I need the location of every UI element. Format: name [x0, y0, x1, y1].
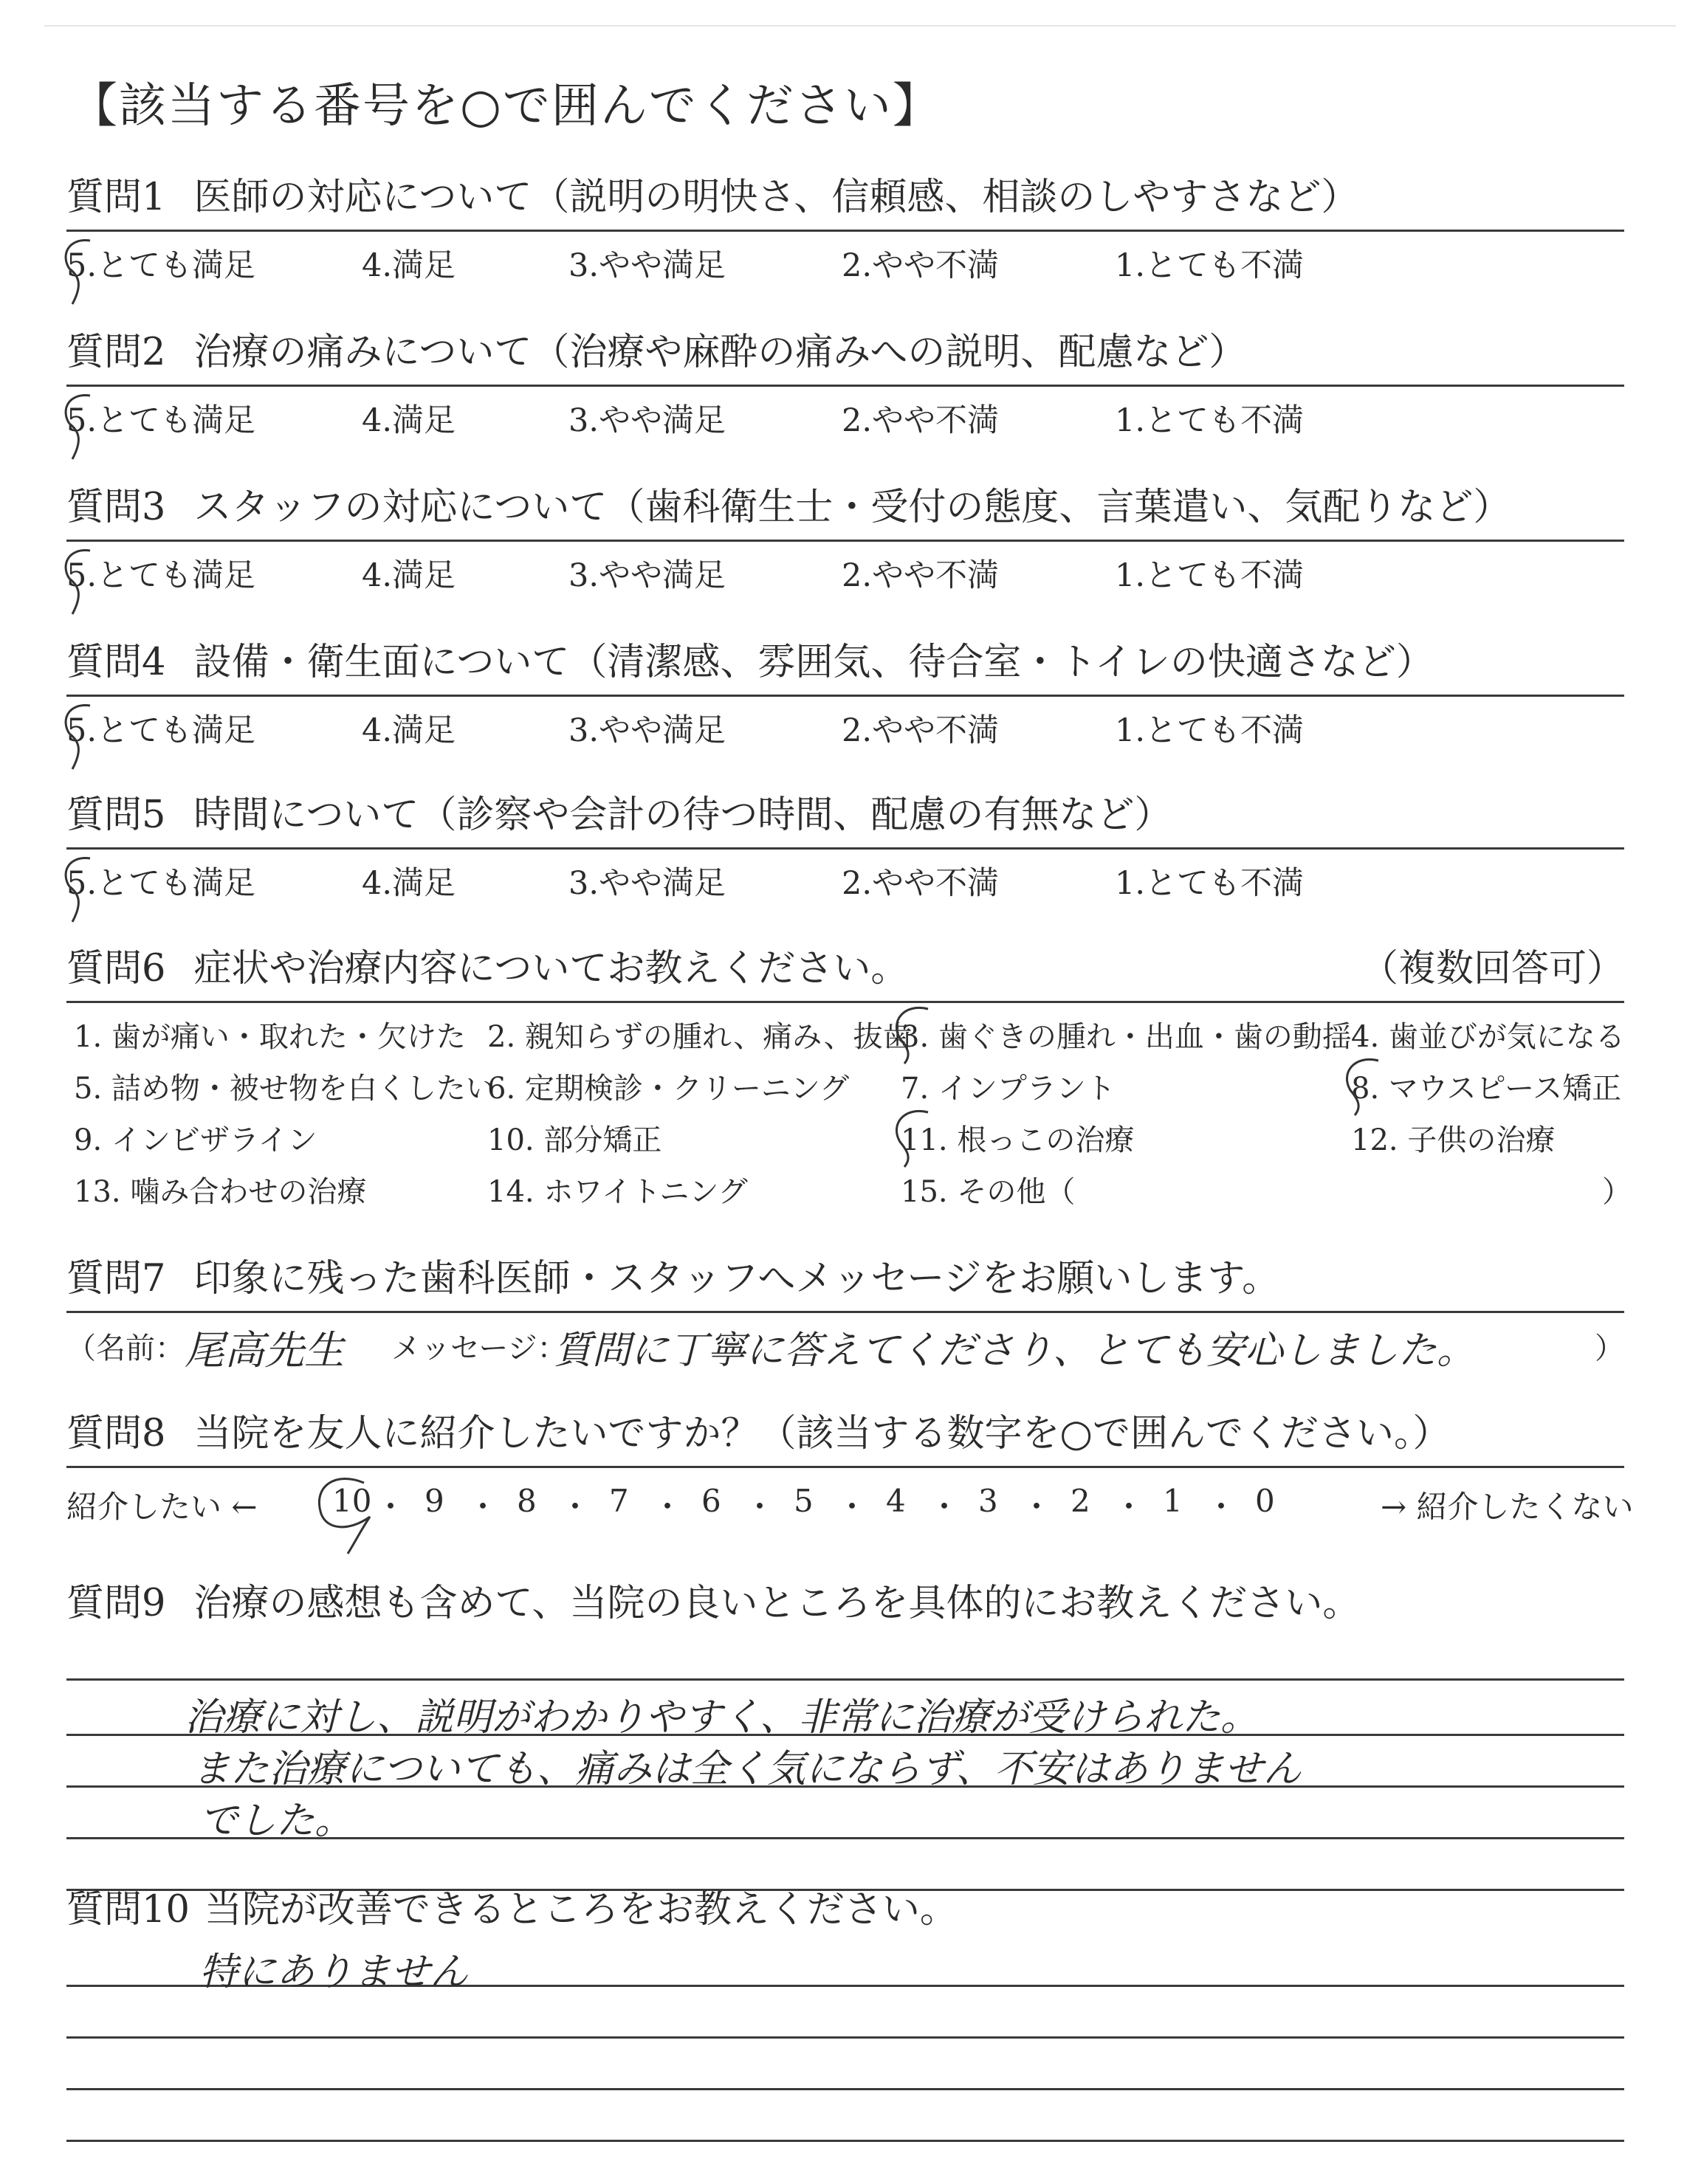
- rating-option[interactable]: 4.満足: [362, 247, 456, 284]
- answer-text-line-1: 特にありません: [199, 1950, 469, 1994]
- rating-option[interactable]: 1.とても不満: [1115, 402, 1305, 439]
- scale-left-label: 紹介したい ←: [66, 1489, 258, 1525]
- question-number: 質問2: [66, 331, 166, 374]
- answer-text-line-3: でした。: [199, 1799, 354, 1843]
- question-4: [66, 631, 1624, 750]
- message-value[interactable]: 質問に丁寧に答えてくださり、とても安心しました。: [554, 1329, 1476, 1373]
- question-rule: [66, 847, 1624, 850]
- scale-separator: ・: [929, 1489, 961, 1525]
- scale-value[interactable]: 8: [517, 1483, 537, 1519]
- scale-separator: ・: [652, 1489, 684, 1525]
- rating-option[interactable]: 5.とても満足: [66, 402, 256, 439]
- rating-option[interactable]: 2.やや不満: [842, 865, 1000, 902]
- symptom-option[interactable]: 15. その他（: [901, 1175, 1076, 1209]
- question-rule: [66, 1466, 1624, 1468]
- answer-text-line-1: 治療に対し、説明がわかりやすく、非常に治療が受けられた。: [185, 1695, 1259, 1740]
- scale-value[interactable]: 0: [1255, 1483, 1275, 1519]
- question-number: 質問8: [66, 1412, 166, 1456]
- scale-value[interactable]: 3: [978, 1483, 998, 1519]
- rating-option[interactable]: 4.満足: [362, 402, 456, 439]
- question-text: 医師の対応について（説明の明快さ、信頼感、相談のしやすさなど）: [193, 176, 1359, 219]
- answer-line: [66, 2036, 1624, 2039]
- answer-area[interactable]: [66, 1627, 1624, 1900]
- scale-separator: ・: [375, 1489, 407, 1525]
- question-rule: [66, 695, 1624, 697]
- question-10: [66, 1878, 1624, 2184]
- question-1: [66, 166, 1624, 285]
- rating-option[interactable]: 2.やや不満: [842, 402, 1000, 439]
- rating-option[interactable]: 5.とても満足: [66, 865, 256, 902]
- scale-value[interactable]: 7: [609, 1483, 629, 1519]
- name-value[interactable]: 尾高先生: [185, 1327, 344, 1374]
- rating-option[interactable]: 4.満足: [362, 557, 456, 594]
- symptom-option[interactable]: 9. インビザライン: [74, 1123, 317, 1157]
- symptom-option[interactable]: 1. 歯が痛い・取れた・欠けた: [74, 1020, 466, 1054]
- multi-answer-note: （複数回答可）: [1360, 947, 1624, 991]
- rating-option[interactable]: 3.やや満足: [568, 865, 726, 902]
- name-label: （名前：: [66, 1332, 185, 1365]
- scale-separator: ・: [1021, 1489, 1053, 1525]
- symptom-option[interactable]: 2. 親知らずの腫れ、痛み、抜歯: [487, 1020, 913, 1054]
- question-text: 当院を友人に紹介したいですか？（該当する数字を○で囲んでください。）: [193, 1412, 1451, 1456]
- scale-value[interactable]: 9: [425, 1483, 444, 1519]
- message-row: [66, 1319, 1624, 1378]
- message-label: メッセージ：: [391, 1332, 567, 1365]
- question-7: [66, 1247, 1624, 1378]
- scale-separator: ・: [836, 1489, 868, 1525]
- scale-separator: ・: [1113, 1489, 1145, 1525]
- question-number: 質問7: [66, 1257, 166, 1301]
- question-9: [66, 1572, 1624, 1900]
- question-number: 質問9: [66, 1582, 166, 1625]
- rating-option[interactable]: 3.やや満足: [568, 557, 726, 594]
- question-text: 設備・衛生面について（清潔感、雰囲気、待合室・トイレの快適さなど）: [193, 641, 1434, 684]
- question-6: [66, 937, 1632, 1235]
- question-rule: [66, 540, 1624, 542]
- question-number: 質問4: [66, 641, 166, 684]
- page-top-rule: [44, 25, 1676, 27]
- rating-option[interactable]: 1.とても不満: [1115, 557, 1305, 594]
- answer-area[interactable]: [66, 1933, 1624, 2184]
- rating-option[interactable]: 2.やや不満: [842, 557, 1000, 594]
- scale-value[interactable]: 4: [886, 1483, 906, 1519]
- scale-value[interactable]: 6: [701, 1483, 721, 1519]
- rating-option[interactable]: 4.満足: [362, 712, 456, 749]
- message-close: ）: [1595, 1332, 1624, 1365]
- question-text: 治療の感想も含めて、当院の良いところを具体的にお教えください。: [193, 1582, 1361, 1625]
- symptom-option[interactable]: 6. 定期検診・クリーニング: [487, 1072, 850, 1106]
- question-number: 質問3: [66, 486, 166, 529]
- symptom-option[interactable]: 14. ホワイトニング: [487, 1175, 748, 1209]
- question-rule: [66, 1001, 1624, 1003]
- rating-options: [66, 858, 1624, 903]
- question-5: [66, 784, 1624, 903]
- scale-separator: ・: [744, 1489, 776, 1525]
- question-rule: [66, 385, 1624, 387]
- question-rule: [66, 1311, 1624, 1313]
- question-number: 質問6: [66, 947, 166, 991]
- recommend-scale: [66, 1478, 1634, 1530]
- answer-line: [66, 2088, 1624, 2090]
- symptom-option[interactable]: 11. 根っこの治療: [901, 1123, 1135, 1157]
- scale-separator: ・: [560, 1489, 591, 1525]
- question-number: 質問5: [66, 793, 166, 837]
- symptom-option[interactable]: 13. 噛み合わせの治療: [74, 1175, 367, 1209]
- scale-separator: ・: [1206, 1489, 1237, 1525]
- scale-value[interactable]: 5: [794, 1483, 814, 1519]
- page-header: 【該当する番号を○で囲んでください】: [70, 79, 941, 134]
- symptom-option[interactable]: 4. 歯並びが気になる: [1351, 1020, 1625, 1054]
- scale-separator: ・: [467, 1489, 499, 1525]
- scale-value[interactable]: 1: [1163, 1483, 1183, 1519]
- rating-options: [66, 551, 1624, 595]
- symptom-option: ）: [1602, 1175, 1632, 1209]
- rating-option[interactable]: 1.とても不満: [1115, 247, 1305, 284]
- rating-option[interactable]: 2.やや不満: [842, 247, 1000, 284]
- question-8: [66, 1402, 1634, 1530]
- rating-option[interactable]: 3.やや満足: [568, 247, 726, 284]
- rating-options: [66, 396, 1624, 440]
- rating-option[interactable]: 2.やや不満: [842, 712, 1000, 749]
- rating-option[interactable]: 3.やや満足: [568, 712, 726, 749]
- symptom-option[interactable]: 5. 詰め物・被せ物を白くしたい: [74, 1072, 495, 1106]
- question-text: 印象に残った歯科医師・スタッフへメッセージをお願いします。: [193, 1257, 1280, 1301]
- symptom-option[interactable]: 7. インプラント: [901, 1072, 1116, 1106]
- symptom-option[interactable]: 3. 歯ぐきの腫れ・出血・歯の動揺: [901, 1020, 1352, 1054]
- rating-option[interactable]: 5.とても満足: [66, 557, 256, 594]
- question-text: 治療の痛みについて（治療や麻酔の痛みへの説明、配慮など）: [193, 331, 1247, 374]
- answer-line: [66, 2140, 1624, 2142]
- question-rule: [66, 230, 1624, 232]
- scale-value[interactable]: 2: [1071, 1483, 1090, 1519]
- symptom-option[interactable]: 8. マウスピース矯正: [1351, 1072, 1622, 1106]
- rating-option[interactable]: 4.満足: [362, 865, 456, 902]
- symptom-options: [66, 1013, 1632, 1235]
- rating-option[interactable]: 1.とても不満: [1115, 712, 1305, 749]
- answer-line: [66, 1678, 1624, 1681]
- question-number: 質問1: [66, 176, 166, 219]
- question-number: 質問10: [66, 1888, 190, 1932]
- question-3: [66, 476, 1624, 595]
- rating-option[interactable]: 1.とても不満: [1115, 865, 1305, 902]
- question-2: [66, 321, 1624, 440]
- rating-options: [66, 706, 1624, 750]
- rating-option[interactable]: 5.とても満足: [66, 247, 256, 284]
- rating-option[interactable]: 5.とても満足: [66, 712, 256, 749]
- rating-options: [66, 241, 1624, 285]
- question-text: 時間について（診察や会計の待つ時間、配慮の有無など）: [193, 793, 1172, 837]
- question-text: 症状や治療内容についてお教えください。: [193, 947, 909, 991]
- rating-option[interactable]: 3.やや満足: [568, 402, 726, 439]
- scale-right-label: → 紹介したくない: [1381, 1489, 1634, 1525]
- scale-value[interactable]: 10: [332, 1483, 372, 1519]
- symptom-option[interactable]: 10. 部分矯正: [487, 1123, 662, 1157]
- question-text: 当院が改善できるところをお教えください。: [204, 1888, 958, 1932]
- question-text: スタッフの対応について（歯科衛生士・受付の態度、言葉遣い、気配りなど）: [193, 486, 1511, 529]
- symptom-option[interactable]: 12. 子供の治療: [1351, 1123, 1556, 1157]
- answer-text-line-2: また治療についても、痛みは全く気にならず、不安はありません: [192, 1747, 1302, 1791]
